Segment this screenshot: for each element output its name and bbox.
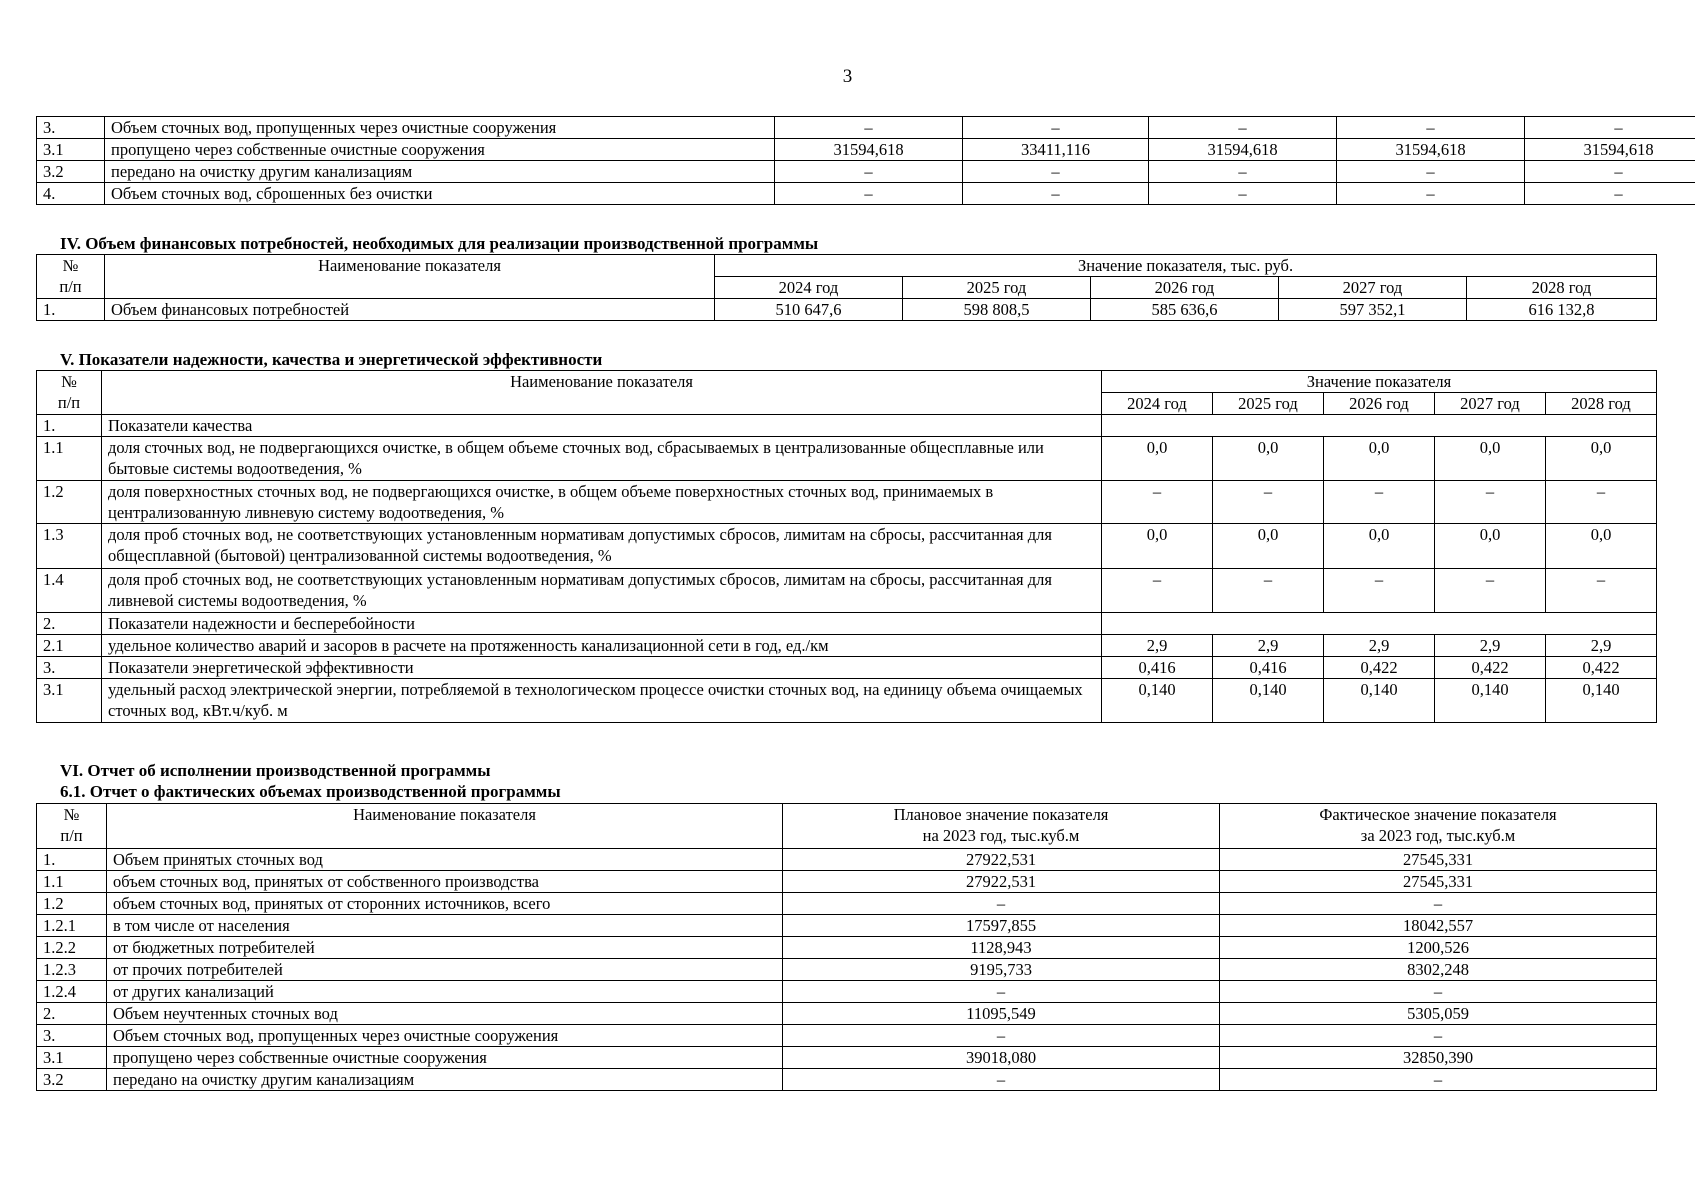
row-number: 3. [37,657,102,679]
row-number: 1. [37,849,107,871]
row-value: 31594,618 [775,139,963,161]
row-value: 2,9 [1213,635,1324,657]
row-value: – [1546,569,1657,613]
year-header: 2025 год [1213,393,1324,415]
year-header: 2024 год [1102,393,1213,415]
row-value: 0,422 [1324,657,1435,679]
row-number: 1. [37,415,102,437]
row-value: – [1220,893,1657,915]
row-number: 1.2.3 [37,959,107,981]
row-value: 0,422 [1435,657,1546,679]
row-number: 1.2.4 [37,981,107,1003]
table-row [37,657,1657,679]
row-name: объем сточных вод, принятых от собственного производства [107,871,783,893]
row-value: – [775,183,963,205]
row-value: – [1435,569,1546,613]
s4-col-num [37,255,105,299]
row-value: – [1324,569,1435,613]
table-row [37,679,1657,723]
row-name: Объем сточных вод, пропущенных через очистные сооружения [107,1025,783,1047]
row-number: 2. [37,613,102,635]
row-number: 1.2 [37,893,107,915]
row-value: 11095,549 [783,1003,1220,1025]
row-value: 32850,390 [1220,1047,1657,1069]
row-value: 5305,059 [1220,1003,1657,1025]
row-value: – [783,893,1220,915]
table-row [37,1069,1657,1091]
s6-col-fact [1220,804,1657,849]
row-number: 1.3 [37,524,102,569]
row-number: 1.2 [37,481,102,524]
row-value: – [1213,569,1324,613]
row-name: пропущено через собственные очистные сооружения [107,1047,783,1069]
row-value: 39018,080 [783,1047,1220,1069]
row-value: 31594,618 [1149,139,1337,161]
s6-col-plan-text: Плановое значение показателя на 2023 год, тыс.куб.м [893,805,1109,845]
row-value: – [1220,981,1657,1003]
s5-col-value: Значение показателя [1102,371,1657,393]
row-value: 33411,116 [963,139,1149,161]
row-value: 0,0 [1213,437,1324,481]
row-number: 3.2 [37,1069,107,1091]
table-row [37,139,1695,161]
row-value: 27922,531 [783,871,1220,893]
row-value: 8302,248 [1220,959,1657,981]
year-header: 2026 год [1324,393,1435,415]
row-number: 3.1 [37,679,102,723]
section-6-heading: VI. Отчет об исполнении производственной программы [60,761,491,780]
row-number: 1.2.2 [37,937,107,959]
section-4-heading: IV. Объем финансовых потребностей, необходимых для реализации производственной программы [60,234,819,253]
row-value: 585 636,6 [1091,299,1279,321]
row-value: – [1213,481,1324,524]
row-value: 1200,526 [1220,937,1657,959]
s6-col-fact-text: Фактическое значение показателя за 2023 год, тыс.куб.м [1319,805,1557,845]
year-header: 2024 год [715,277,903,299]
row-number: 1.1 [37,871,107,893]
row-value: 0,140 [1435,679,1546,723]
table-row [37,871,1657,893]
row-value: – [1220,1025,1657,1047]
row-value: – [775,117,963,139]
row-value: 27922,531 [783,849,1220,871]
year-header: 2025 год [903,277,1091,299]
row-value: – [963,117,1149,139]
row-value: 18042,557 [1220,915,1657,937]
row-name: доля проб сточных вод, не соответствующих установленным нормативам допустимых сбросов, лимитам на сбросы, рассчитанная для ливневой системы водоотведения, % [102,569,1102,613]
row-value: – [963,183,1149,205]
row-value: 0,0 [1213,524,1324,569]
row-value: 0,0 [1546,437,1657,481]
s5-col-num [37,371,102,415]
row-value: 0,416 [1102,657,1213,679]
row-value: 0,0 [1324,437,1435,481]
s5-col-name: Наименование показателя [102,371,1102,415]
table-row [37,1025,1657,1047]
row-value: – [1149,117,1337,139]
s6-col-num [37,804,107,849]
row-value: – [1337,117,1525,139]
row-name: пропущено через собственные очистные сооружения [105,139,775,161]
section-6-subheading: 6.1. Отчет о фактических объемах производственной программы [60,782,561,801]
row-value: – [775,161,963,183]
s5-col-num-text: № п/п [57,372,81,412]
row-value: – [1525,161,1695,183]
row-name: передано на очистку другим канализациям [105,161,775,183]
row-name: Объем финансовых потребностей [105,299,715,321]
row-value: 0,0 [1435,524,1546,569]
row-name: доля поверхностных сточных вод, не подвергающихся очистке, в общем объеме поверхностных сточных вод, принимаемых в централизованную ливневую систему водоотведения, % [102,481,1102,524]
row-value: – [1546,481,1657,524]
row-value: – [783,1069,1220,1091]
row-number: 3. [37,117,105,139]
row-value: 0,0 [1546,524,1657,569]
row-value: 598 808,5 [903,299,1091,321]
row-value: – [1337,183,1525,205]
row-value: – [1337,161,1525,183]
row-value: 0,140 [1213,679,1324,723]
row-name: Показатели надежности и бесперебойности [102,613,1102,635]
row-value: 0,0 [1435,437,1546,481]
row-name: объем сточных вод, принятых от сторонних источников, всего [107,893,783,915]
row-number: 1.2.1 [37,915,107,937]
s6-col-name: Наименование показателя [107,804,783,849]
row-name: от прочих потребителей [107,959,783,981]
table-row [37,635,1657,657]
year-header: 2027 год [1279,277,1467,299]
row-value: 27545,331 [1220,849,1657,871]
table-row [37,415,1657,437]
year-header: 2028 год [1467,277,1657,299]
table-row [37,117,1695,139]
year-header: 2028 год [1546,393,1657,415]
row-value: – [1525,183,1695,205]
row-value: 0,0 [1102,437,1213,481]
page-number: 3 [842,66,853,87]
row-number: 1.1 [37,437,102,481]
table-row [37,437,1657,481]
row-empty-values [1102,613,1657,635]
table-row [37,161,1695,183]
table-row [37,915,1657,937]
row-value: – [1525,117,1695,139]
table-row [37,1047,1657,1069]
s6-col-plan [783,804,1220,849]
row-name: удельное количество аварий и засоров в расчете на протяженность канализационной сети в год, ед./км [102,635,1102,657]
row-value: 0,140 [1546,679,1657,723]
row-name: от бюджетных потребителей [107,937,783,959]
row-number: 3.2 [37,161,105,183]
s6-col-num-text: № п/п [60,805,83,845]
table-row [37,1003,1657,1025]
table-row [37,981,1657,1003]
row-name: Объем неучтенных сточных вод [107,1003,783,1025]
year-header: 2026 год [1091,277,1279,299]
row-value: 0,140 [1324,679,1435,723]
row-name: передано на очистку другим канализациям [107,1069,783,1091]
row-value: 2,9 [1546,635,1657,657]
row-number: 3.1 [37,1047,107,1069]
row-value: 510 647,6 [715,299,903,321]
table-section-6 [36,803,1657,1091]
row-number: 3. [37,1025,107,1047]
row-number: 1.4 [37,569,102,613]
row-value: – [1220,1069,1657,1091]
table-row [37,613,1657,635]
row-value: 31594,618 [1337,139,1525,161]
row-name: Показатели энергетической эффективности [102,657,1102,679]
row-value: 0,416 [1213,657,1324,679]
s4-col-value: Значение показателя, тыс. руб. [715,255,1657,277]
row-value: – [1149,183,1337,205]
row-name: удельный расход электрической энергии, потребляемой в технологическом процессе очистки сточных вод, на единицу объема очищаемых сточных вод, кВт.ч/куб. м [102,679,1102,723]
section-5-heading: V. Показатели надежности, качества и энергетической эффективности [60,350,603,369]
row-value: – [1435,481,1546,524]
row-value: 0,422 [1546,657,1657,679]
row-value: – [783,981,1220,1003]
s4-col-name: Наименование показателя [105,255,715,299]
row-value: – [1324,481,1435,524]
s4-col-num-text: № п/п [59,256,82,296]
row-value: 17597,855 [783,915,1220,937]
row-value: 1128,943 [783,937,1220,959]
table-row [37,959,1657,981]
row-value: 0,140 [1102,679,1213,723]
row-value: 616 132,8 [1467,299,1657,321]
table-row [37,569,1657,613]
row-value: 31594,618 [1525,139,1695,161]
row-number: 2. [37,1003,107,1025]
row-value: – [1102,569,1213,613]
table-row [37,299,1657,321]
row-value: 27545,331 [1220,871,1657,893]
row-name: Объем сточных вод, пропущенных через очистные сооружения [105,117,775,139]
row-value: – [963,161,1149,183]
table-row [37,524,1657,569]
row-name: Показатели качества [102,415,1102,437]
row-number: 3.1 [37,139,105,161]
row-value: 0,0 [1102,524,1213,569]
row-value: – [1102,481,1213,524]
row-name: доля проб сточных вод, не соответствующих установленным нормативам допустимых сбросов, лимитам на сбросы, рассчитанная для общесплавной (бытовой) централизованной системы водоотведения, % [102,524,1102,569]
row-value: 2,9 [1324,635,1435,657]
row-name: Объем сточных вод, сброшенных без очистки [105,183,775,205]
row-value: 597 352,1 [1279,299,1467,321]
row-number: 4. [37,183,105,205]
table-row [37,481,1657,524]
table-section-5 [36,370,1657,723]
table-row [37,893,1657,915]
row-value: 9195,733 [783,959,1220,981]
row-value: 2,9 [1435,635,1546,657]
table-section-4 [36,254,1657,321]
row-value: – [1149,161,1337,183]
row-name: в том числе от населения [107,915,783,937]
table-top [36,116,1695,205]
table-row [37,183,1695,205]
table-row [37,849,1657,871]
row-name: от других канализаций [107,981,783,1003]
row-number: 1. [37,299,105,321]
row-number: 2.1 [37,635,102,657]
row-value: 0,0 [1324,524,1435,569]
year-header: 2027 год [1435,393,1546,415]
row-value: 2,9 [1102,635,1213,657]
row-name: Объем принятых сточных вод [107,849,783,871]
row-value: – [783,1025,1220,1047]
row-name: доля сточных вод, не подвергающихся очистке, в общем объеме сточных вод, сбрасываемых в централизованные общесплавные или бытовые системы водоотведения, % [102,437,1102,481]
row-empty-values [1102,415,1657,437]
table-row [37,937,1657,959]
